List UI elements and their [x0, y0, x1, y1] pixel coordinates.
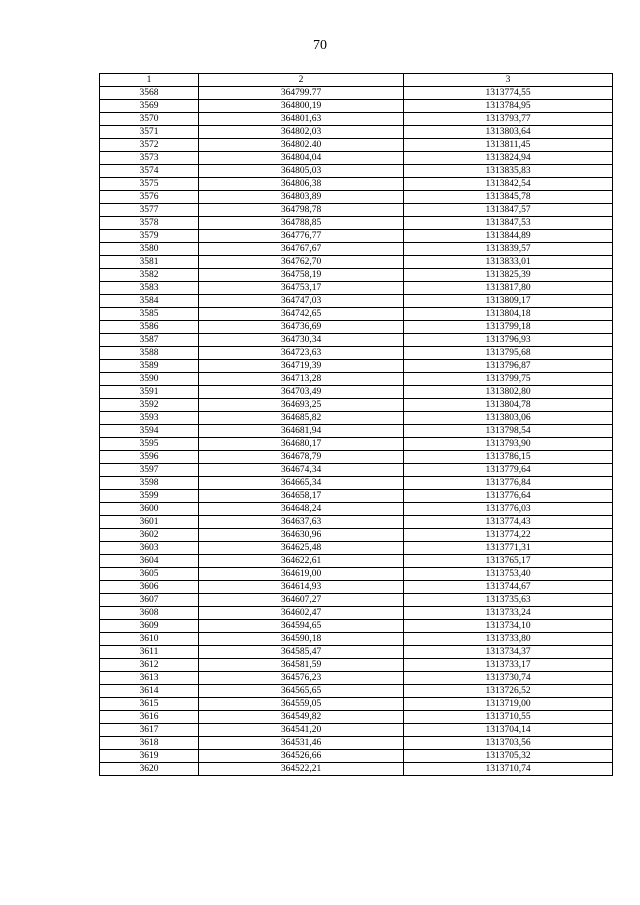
x-coordinate-cell: 364802,03 — [199, 126, 404, 139]
y-coordinate-cell: 1313744,67 — [404, 581, 613, 594]
y-coordinate-cell: 1313726,52 — [404, 685, 613, 698]
table-row — [100, 568, 613, 581]
point-number-cell: 3615 — [100, 698, 199, 711]
table-row — [100, 451, 613, 464]
y-coordinate-cell: 1313710,74 — [404, 763, 613, 776]
table-row — [100, 425, 613, 438]
point-number-cell: 3602 — [100, 529, 199, 542]
table-row — [100, 230, 613, 243]
table-row — [100, 321, 613, 334]
point-number-cell: 3582 — [100, 269, 199, 282]
point-number-cell: 3579 — [100, 230, 199, 243]
x-coordinate-cell: 364799.77 — [199, 87, 404, 100]
point-number-cell: 3587 — [100, 334, 199, 347]
y-coordinate-cell: 1313798,54 — [404, 425, 613, 438]
x-coordinate-cell: 364758,19 — [199, 269, 404, 282]
table-row — [100, 295, 613, 308]
table-row — [100, 87, 613, 100]
y-coordinate-cell: 1313776,64 — [404, 490, 613, 503]
x-coordinate-cell: 364622,61 — [199, 555, 404, 568]
table-row — [100, 685, 613, 698]
point-number-cell: 3589 — [100, 360, 199, 373]
table-row — [100, 542, 613, 555]
point-number-cell: 3607 — [100, 594, 199, 607]
y-coordinate-cell: 1313833,01 — [404, 256, 613, 269]
y-coordinate-cell: 1313795,68 — [404, 347, 613, 360]
table-row — [100, 646, 613, 659]
table-row — [100, 503, 613, 516]
point-number-cell: 3584 — [100, 295, 199, 308]
table-row — [100, 100, 613, 113]
x-coordinate-cell: 364685,82 — [199, 412, 404, 425]
y-coordinate-cell: 1313799,18 — [404, 321, 613, 334]
table-row — [100, 737, 613, 750]
table-header-row — [100, 74, 613, 87]
x-coordinate-cell: 364736,69 — [199, 321, 404, 334]
y-coordinate-cell: 1313839,57 — [404, 243, 613, 256]
x-coordinate-cell: 364753,17 — [199, 282, 404, 295]
x-coordinate-cell: 364594,65 — [199, 620, 404, 633]
x-coordinate-cell: 364681,94 — [199, 425, 404, 438]
x-coordinate-cell: 364798,78 — [199, 204, 404, 217]
x-coordinate-cell: 364804,04 — [199, 152, 404, 165]
table-row — [100, 191, 613, 204]
table-row — [100, 386, 613, 399]
point-number-cell: 3568 — [100, 87, 199, 100]
x-coordinate-cell: 364788,85 — [199, 217, 404, 230]
point-number-cell: 3599 — [100, 490, 199, 503]
x-coordinate-cell: 364576,23 — [199, 672, 404, 685]
point-number-cell: 3577 — [100, 204, 199, 217]
x-coordinate-cell: 364625,48 — [199, 542, 404, 555]
table-row — [100, 620, 613, 633]
table-row — [100, 763, 613, 776]
y-coordinate-cell: 1313835,83 — [404, 165, 613, 178]
x-coordinate-cell: 364730,34 — [199, 334, 404, 347]
point-number-cell: 3573 — [100, 152, 199, 165]
table-row — [100, 672, 613, 685]
x-coordinate-cell: 364723,63 — [199, 347, 404, 360]
point-number-cell: 3603 — [100, 542, 199, 555]
y-coordinate-cell: 1313804,78 — [404, 399, 613, 412]
table-row — [100, 529, 613, 542]
point-number-cell: 3571 — [100, 126, 199, 139]
table-row — [100, 581, 613, 594]
y-coordinate-cell: 1313803,64 — [404, 126, 613, 139]
x-coordinate-cell: 364678,79 — [199, 451, 404, 464]
table-row — [100, 750, 613, 763]
y-coordinate-cell: 1313774,55 — [404, 87, 613, 100]
y-coordinate-cell: 1313825,39 — [404, 269, 613, 282]
x-coordinate-cell: 364541,20 — [199, 724, 404, 737]
point-number-cell: 3613 — [100, 672, 199, 685]
x-coordinate-cell: 364585,47 — [199, 646, 404, 659]
table-row — [100, 555, 613, 568]
point-number-cell: 3610 — [100, 633, 199, 646]
x-coordinate-cell: 364776,77 — [199, 230, 404, 243]
x-coordinate-cell: 364674,34 — [199, 464, 404, 477]
point-number-cell: 3591 — [100, 386, 199, 399]
table-row — [100, 334, 613, 347]
y-coordinate-cell: 1313799,75 — [404, 373, 613, 386]
y-coordinate-cell: 1313824,94 — [404, 152, 613, 165]
y-coordinate-cell: 1313793,90 — [404, 438, 613, 451]
point-number-cell: 3612 — [100, 659, 199, 672]
table-row — [100, 139, 613, 152]
y-coordinate-cell: 1313784,95 — [404, 100, 613, 113]
table-row — [100, 308, 613, 321]
table-row — [100, 256, 613, 269]
point-number-cell: 3590 — [100, 373, 199, 386]
point-number-cell: 3578 — [100, 217, 199, 230]
table-row — [100, 126, 613, 139]
point-number-cell: 3583 — [100, 282, 199, 295]
y-coordinate-cell: 1313845,78 — [404, 191, 613, 204]
y-coordinate-cell: 1313774,22 — [404, 529, 613, 542]
y-coordinate-cell: 1313779,64 — [404, 464, 613, 477]
table-row — [100, 516, 613, 529]
y-coordinate-cell: 1313734,37 — [404, 646, 613, 659]
table-row — [100, 607, 613, 620]
x-coordinate-cell: 364607,27 — [199, 594, 404, 607]
x-coordinate-cell: 364742,65 — [199, 308, 404, 321]
point-number-cell: 3585 — [100, 308, 199, 321]
table-row — [100, 698, 613, 711]
y-coordinate-cell: 1313802,80 — [404, 386, 613, 399]
table-row — [100, 360, 613, 373]
y-coordinate-cell: 1313844,89 — [404, 230, 613, 243]
y-coordinate-cell: 1313847,53 — [404, 217, 613, 230]
x-coordinate-cell: 364713,28 — [199, 373, 404, 386]
x-coordinate-cell: 364703,49 — [199, 386, 404, 399]
point-number-cell: 3620 — [100, 763, 199, 776]
point-number-cell: 3588 — [100, 347, 199, 360]
point-number-cell: 3597 — [100, 464, 199, 477]
y-coordinate-cell: 1313705,32 — [404, 750, 613, 763]
y-coordinate-cell: 1313776,84 — [404, 477, 613, 490]
table-row — [100, 724, 613, 737]
y-coordinate-cell: 1313847,57 — [404, 204, 613, 217]
table-row — [100, 152, 613, 165]
column-header-3: 3 — [404, 74, 613, 87]
x-coordinate-cell: 364658,17 — [199, 490, 404, 503]
y-coordinate-cell: 1313811,45 — [404, 139, 613, 152]
point-number-cell: 3595 — [100, 438, 199, 451]
point-number-cell: 3608 — [100, 607, 199, 620]
table-row — [100, 243, 613, 256]
y-coordinate-cell: 1313771,31 — [404, 542, 613, 555]
x-coordinate-cell: 364549,82 — [199, 711, 404, 724]
y-coordinate-cell: 1313735,63 — [404, 594, 613, 607]
y-coordinate-cell: 1313704,14 — [404, 724, 613, 737]
table-row — [100, 659, 613, 672]
y-coordinate-cell: 1313796,93 — [404, 334, 613, 347]
x-coordinate-cell: 364801,63 — [199, 113, 404, 126]
x-coordinate-cell: 364565,65 — [199, 685, 404, 698]
y-coordinate-cell: 1313730,74 — [404, 672, 613, 685]
y-coordinate-cell: 1313796,87 — [404, 360, 613, 373]
point-number-cell: 3605 — [100, 568, 199, 581]
point-number-cell: 3572 — [100, 139, 199, 152]
x-coordinate-cell: 364693,25 — [199, 399, 404, 412]
point-number-cell: 3596 — [100, 451, 199, 464]
x-coordinate-cell: 364680,17 — [199, 438, 404, 451]
point-number-cell: 3606 — [100, 581, 199, 594]
table-row — [100, 399, 613, 412]
x-coordinate-cell: 364522,21 — [199, 763, 404, 776]
point-number-cell: 3586 — [100, 321, 199, 334]
y-coordinate-cell: 1313817,80 — [404, 282, 613, 295]
x-coordinate-cell: 364637,63 — [199, 516, 404, 529]
x-coordinate-cell: 364590,18 — [199, 633, 404, 646]
x-coordinate-cell: 364802.40 — [199, 139, 404, 152]
point-number-cell: 3600 — [100, 503, 199, 516]
point-number-cell: 3570 — [100, 113, 199, 126]
point-number-cell: 3618 — [100, 737, 199, 750]
x-coordinate-cell: 364719,39 — [199, 360, 404, 373]
table-row — [100, 490, 613, 503]
y-coordinate-cell: 1313719,00 — [404, 698, 613, 711]
y-coordinate-cell: 1313733,24 — [404, 607, 613, 620]
point-number-cell: 3619 — [100, 750, 199, 763]
point-number-cell: 3616 — [100, 711, 199, 724]
point-number-cell: 3594 — [100, 425, 199, 438]
table-row — [100, 711, 613, 724]
point-number-cell: 3576 — [100, 191, 199, 204]
y-coordinate-cell: 1313765,17 — [404, 555, 613, 568]
table-row — [100, 178, 613, 191]
table-row — [100, 347, 613, 360]
point-number-cell: 3592 — [100, 399, 199, 412]
x-coordinate-cell: 364800,19 — [199, 100, 404, 113]
table-row — [100, 217, 613, 230]
y-coordinate-cell: 1313793,77 — [404, 113, 613, 126]
y-coordinate-cell: 1313803,06 — [404, 412, 613, 425]
point-number-cell: 3614 — [100, 685, 199, 698]
x-coordinate-cell: 364806,38 — [199, 178, 404, 191]
point-number-cell: 3581 — [100, 256, 199, 269]
y-coordinate-cell: 1313776,03 — [404, 503, 613, 516]
point-number-cell: 3574 — [100, 165, 199, 178]
y-coordinate-cell: 1313733,80 — [404, 633, 613, 646]
point-number-cell: 3575 — [100, 178, 199, 191]
point-number-cell: 3604 — [100, 555, 199, 568]
x-coordinate-cell: 364762,70 — [199, 256, 404, 269]
table-row — [100, 412, 613, 425]
table-row — [100, 113, 613, 126]
table-row — [100, 438, 613, 451]
x-coordinate-cell: 364803,89 — [199, 191, 404, 204]
point-number-cell: 3598 — [100, 477, 199, 490]
x-coordinate-cell: 364648,24 — [199, 503, 404, 516]
column-header-2: 2 — [199, 74, 404, 87]
table-row — [100, 269, 613, 282]
y-coordinate-cell: 1313804,18 — [404, 308, 613, 321]
x-coordinate-cell: 364602,47 — [199, 607, 404, 620]
point-number-cell: 3593 — [100, 412, 199, 425]
x-coordinate-cell: 364526,66 — [199, 750, 404, 763]
column-header-1: 1 — [100, 74, 199, 87]
y-coordinate-cell: 1313734,10 — [404, 620, 613, 633]
coordinates-table — [99, 73, 613, 776]
x-coordinate-cell: 364767,67 — [199, 243, 404, 256]
table-row — [100, 373, 613, 386]
x-coordinate-cell: 364614,93 — [199, 581, 404, 594]
y-coordinate-cell: 1313786,15 — [404, 451, 613, 464]
table-row — [100, 204, 613, 217]
x-coordinate-cell: 364665,34 — [199, 477, 404, 490]
table-row — [100, 633, 613, 646]
table-row — [100, 165, 613, 178]
y-coordinate-cell: 1313842,54 — [404, 178, 613, 191]
x-coordinate-cell: 364747,03 — [199, 295, 404, 308]
table-row — [100, 477, 613, 490]
y-coordinate-cell: 1313733,17 — [404, 659, 613, 672]
point-number-cell: 3611 — [100, 646, 199, 659]
point-number-cell: 3601 — [100, 516, 199, 529]
table-row — [100, 282, 613, 295]
x-coordinate-cell: 364805,03 — [199, 165, 404, 178]
table-row — [100, 464, 613, 477]
x-coordinate-cell: 364630,96 — [199, 529, 404, 542]
x-coordinate-cell: 364581,59 — [199, 659, 404, 672]
x-coordinate-cell: 364619,00 — [199, 568, 404, 581]
point-number-cell: 3580 — [100, 243, 199, 256]
y-coordinate-cell: 1313774,43 — [404, 516, 613, 529]
y-coordinate-cell: 1313710,55 — [404, 711, 613, 724]
x-coordinate-cell: 364559,05 — [199, 698, 404, 711]
y-coordinate-cell: 1313703,56 — [404, 737, 613, 750]
x-coordinate-cell: 364531,46 — [199, 737, 404, 750]
page-number: 70 — [313, 38, 327, 53]
table-row — [100, 594, 613, 607]
y-coordinate-cell: 1313753,40 — [404, 568, 613, 581]
point-number-cell: 3569 — [100, 100, 199, 113]
y-coordinate-cell: 1313809,17 — [404, 295, 613, 308]
point-number-cell: 3609 — [100, 620, 199, 633]
point-number-cell: 3617 — [100, 724, 199, 737]
table-body — [100, 87, 613, 776]
